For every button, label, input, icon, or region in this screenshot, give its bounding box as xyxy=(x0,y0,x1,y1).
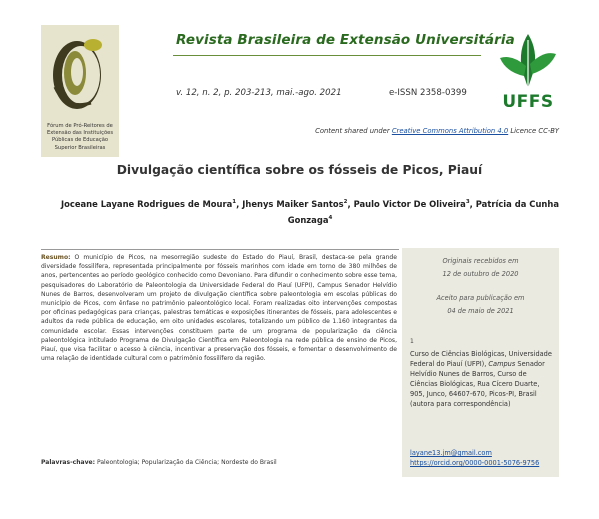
forproex-logo xyxy=(41,25,119,157)
forproex-caption: Fórum de Pró-Reitores de Extensão das Instituições Públicas de Educação Superior Brasileiras xyxy=(46,123,114,151)
forproex-emblem-icon xyxy=(41,25,119,121)
author-sup: 1 xyxy=(232,199,237,205)
license-prefix: Content shared under xyxy=(315,127,392,135)
article-title: Divulgação científica sobre os fósseis de Picos, Piauí xyxy=(116,163,483,177)
affiliation xyxy=(410,349,556,410)
abstract-text: O município de Picos, na mesorregião sudeste do Estado do Piauí, Brasil, destaca-se pela grande diversidade fossilífera, representada principalmente por fósseis marinhos com idade em torno de 380 milhões de anos, pertencentes ao período geológico conhecido como Devoniano. Para difundir o conhecimento sobre esse tema, pesquisadores do Laboratório de Paleontologia da Universidade Federal do Piauí (UFPI), Campus Senador Helvídio Nunes de Barros, desenvolveram um projeto de divulgação científica sobre paleontologia em escolas públicas do município de Picos, com ênfase no patrimônio paleontológico local. Foram realizadas oito intervenções compostas por oficinas pedagógicas para crianças, palestras temáticas e exposições itinerantes de fósseis, para adolescentes e adultos da rede pública de educação, em oito unidades escolares, totalizando um público de 1.160 integrantes da comunidade escolar. Essas intervenções constituem parte de um programa de popularização da ciência paleontológica intitulado Programa de Divulgação Científica em Paleontologia na rede pública de ensino de Picos, Piauí, que visa facilitar o acesso à ciência, incentivar a preservação dos fósseis, e fomentar o desenvolvimento de uma relação de identidade cultural com o patrimônio fossilífero da região. xyxy=(41,254,397,363)
header-divider xyxy=(173,55,481,56)
abstract-label: Resumo: xyxy=(41,254,71,261)
affiliation-part1: Curso de Ciências Biológicas, Universidade Federal do Piauí (UFPI), xyxy=(410,350,552,369)
email-link[interactable]: layane13.jm@gmail.com xyxy=(410,449,492,457)
license-link[interactable]: Creative Commons Attribution 4.0 xyxy=(391,127,509,135)
citation: v. 12, n. 2, p. 203-213, mai.-ago. 2021 xyxy=(176,88,342,98)
author-sup: 4 xyxy=(328,215,333,222)
keywords-label: Palavras-chave: xyxy=(41,459,96,466)
uffs-wordmark: UFFS xyxy=(502,92,554,112)
author-name: Joceane Layane Rodrigues de Moura xyxy=(61,198,233,209)
affiliation-campus: Campus xyxy=(488,360,516,369)
correspondence-note: (autora para correspondência) xyxy=(410,400,511,409)
accepted-label: Aceito para publicação em xyxy=(436,294,525,302)
license-line xyxy=(315,127,559,135)
keywords xyxy=(41,459,397,466)
affiliation-part2: Senador Helvídio Nunes de Barros, Curso de Ciências Biológicas, Rua Cícero Duarte, 905, Junco, 64607-670, Picos-PI, Brasil xyxy=(410,360,545,399)
author-name: Paulo Victor De Oliveira xyxy=(353,198,466,209)
license-suffix: Licence CC-BY xyxy=(508,127,559,135)
journal-title: Revista Brasileira de Extensão Universitária xyxy=(176,32,515,48)
affiliation-number: 1 xyxy=(410,338,414,345)
article-info-sidebar xyxy=(402,248,559,477)
keywords-text: Paleontologia; Popularização da Ciência; Nordeste do Brasil xyxy=(95,459,277,466)
abstract-divider xyxy=(41,249,399,250)
received-label: Originais recebidos em xyxy=(442,257,519,265)
author-list: Joceane Layane Rodrigues de Moura$^1$, Jhenys Maiker Santos$^2$, Paulo Victor De Oliveira$^3$, Patrícia da Cunha Gonzaga$^4$ xyxy=(61,198,559,226)
author-name: Patrícia da Cunha Gonzaga xyxy=(287,198,559,226)
abstract xyxy=(41,253,397,363)
orcid-link[interactable]: https://orcid.org/0000-0001-5076-9756 xyxy=(410,459,540,467)
author-name: Jhenys Maiker Santos xyxy=(242,198,344,209)
received-date: 12 de outubro de 2020 xyxy=(442,270,519,278)
author-sup: 2 xyxy=(343,199,348,205)
uffs-logo xyxy=(494,30,562,120)
uffs-leaf-icon xyxy=(494,30,562,92)
accepted-date: 04 de maio de 2021 xyxy=(447,307,514,315)
eissn: e-ISSN 2358-0399 xyxy=(389,88,467,98)
author-sup: 3 xyxy=(465,199,470,205)
